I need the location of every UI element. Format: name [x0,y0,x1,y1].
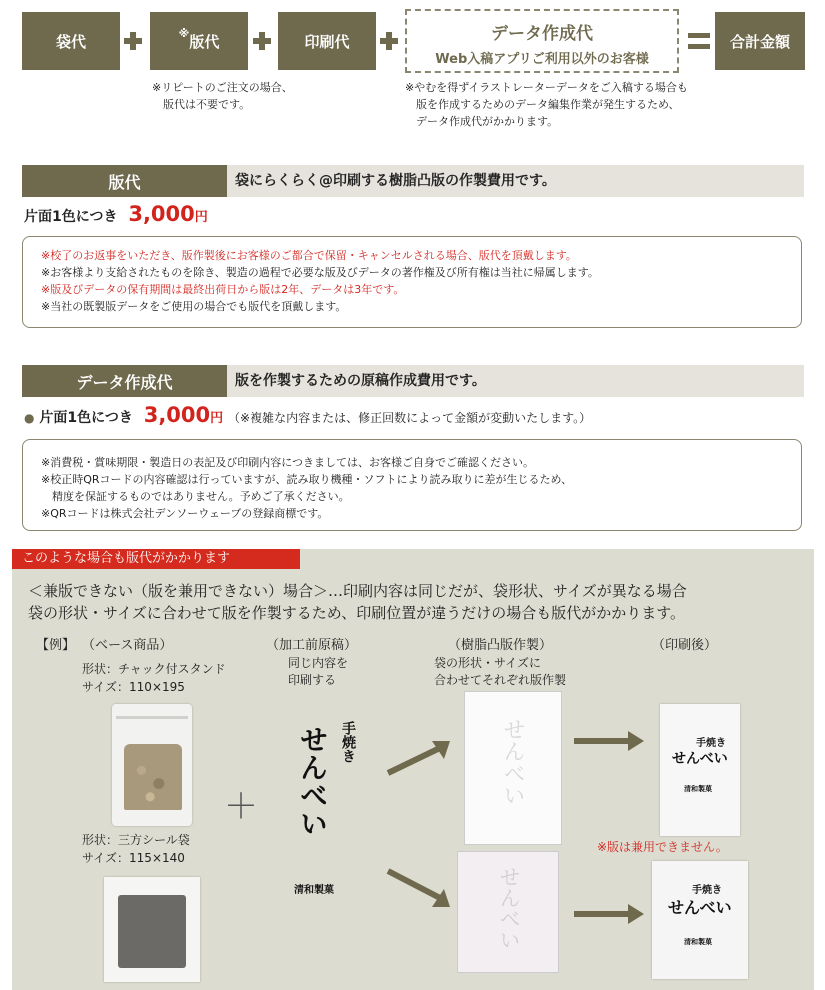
plate-price-label: 片面1色につき [24,209,118,225]
plate-price-yen: 円 [194,210,208,225]
data-price-label: 片面1色につき [39,410,133,426]
printed-small-text: 手焼き [692,885,722,896]
data-price-yen: 円 [210,411,224,426]
data-note-item: ※校正時QRコードの内容確認は行っていますが、読み取り機種・ソフトにより読み取りに差が生じるため、 [41,473,573,486]
stand-pouch-image [112,704,192,826]
printed-main-text: せんべい [668,898,732,917]
design-main-text: せんべい [296,725,329,837]
plate-note: 合わせてそれぞれ版作製 [434,673,567,687]
plate-note-item: ※校了のお返事をいただき、版作製後にお客様のご都合で保留・キャンセルされる場合、版代を頂戴します。 [41,249,577,262]
data-price-value: 3,000 [143,403,211,427]
equals-icon [688,33,710,49]
plate-fee-label: 版代 [189,32,220,51]
data-fee-note-line: データ作成代がかかります。 [416,115,559,128]
example-label: 【例】 [36,638,76,653]
data-fee-box [405,9,679,73]
plate-notes-box [22,236,802,328]
design-maker-text: 清和製菓 [294,885,334,896]
plate-note-item: ※版及びデータの保有期間は最終出荷日から版は2年、データは3年です。 [41,283,405,296]
example-panel [12,549,814,990]
plate-price-line [24,202,208,226]
plus-icon: ＋ [224,787,258,827]
printed-seal-bag [652,861,748,979]
bag1-size: サイズ：110×195 [82,680,185,694]
draft-design [290,721,370,896]
bag1-shape: 形状：チャック付スタンド [82,662,226,676]
column-label-base: （ベース商品） [82,638,173,653]
bag-fee-label: 袋代 [55,32,86,51]
plate-fee-note-line: 版代は不要です。 [163,98,251,111]
data-price-note: （※複雑な内容または、修正回数によって金額が変動いたします。） [228,411,592,425]
plate-fee-note [152,79,293,113]
plus-icon [380,32,398,50]
example-header: このような場合も版代がかかります [12,549,300,569]
data-price-line [24,403,591,427]
plus-icon [253,32,271,50]
draft-note: 同じ内容を [288,656,349,670]
example-line: 袋の形状・サイズに合わせて版を作製するため、印刷位置が違うだけの場合も版代がかかります。 [28,604,686,622]
plate-sheet [464,691,562,845]
bag-fee-box [22,12,120,70]
data-note-item: ※QRコードは株式会社デンソーウェーブの登録商標です。 [41,507,329,520]
seal-bag-contents [118,895,186,968]
bag2-shape: 形状：三方シール袋 [82,833,190,847]
plate-note: 袋の形状・サイズに [434,656,542,670]
data-notes-box [22,439,802,531]
column-label-draft: （加工前原稿） [266,638,358,653]
printed-main-text: せんべい [672,751,728,767]
plate-section-header [22,165,804,197]
plate-section-tab: 版代 [22,165,227,197]
printed-maker-text: 清和製菓 [684,785,712,793]
plate-fee-mark: ※ [178,26,190,40]
arrow-icon [572,902,646,926]
plate-fee-note-line: ※リピートのご注文の場合、 [152,81,293,94]
data-section-tab: データ作成代 [22,365,227,397]
printed-maker-text: 清和製菓 [684,938,712,946]
total-label: 合計金額 [729,32,790,51]
plate-price-value: 3,000 [128,202,195,226]
pouch-contents [124,744,182,810]
data-fee-sublabel: Web入稿アプリご利用以外のお客様 [435,52,649,67]
data-section-desc: 版を作製するための原稿作成費用です。 [235,373,486,389]
warning-text: ※版は兼用できません。 [597,840,728,854]
data-note-item: ※消費税・賞味期限・製造日の表記及び印刷内容につきましては、お客様ご自身でご確認ください。 [41,456,534,469]
plate-sheet [457,851,559,973]
column-label-plate: （樹脂凸版作製） [448,638,553,653]
example-line: ＜兼版できない（版を兼用できない）場合＞…印刷内容は同じだが、袋形状、サイズが異なる場合 [28,582,687,600]
printed-small-text: 手焼き [696,738,726,749]
draft-note: 印刷する [288,673,337,687]
arrow-icon [384,867,454,912]
plate-design-text: せんべい [500,718,525,806]
design-small-text: 手焼き [340,721,356,763]
data-note-item: 精度を保証するものではありません。予めご了承ください。 [41,490,350,503]
data-section-header [22,365,804,397]
total-box [715,12,805,70]
bag2-size: サイズ：115×140 [82,851,185,865]
printed-stand-pouch [660,704,740,836]
plate-note-item: ※当社の既製版データをご使用の場合でも版代を頂戴します。 [41,300,347,313]
column-label-printed: （印刷後） [652,638,718,653]
plate-section-desc: 袋にらくらく@印刷する樹脂凸版の作製費用です。 [235,173,556,189]
plate-design-text: せんべい [497,866,521,950]
data-fee-note-line: ※やむを得ずイラストレーターデータをご入稿する場合も [405,81,688,94]
seal-bag-image [104,877,200,982]
data-fee-note-line: 版を作成するためのデータ編集作業が発生するため、 [416,98,680,111]
arrow-icon [572,729,646,753]
bullet-icon: ● [24,411,35,425]
plus-icon [124,32,142,50]
arrow-icon [384,737,454,777]
data-fee-note [405,79,688,130]
print-fee-box [278,12,376,70]
plate-fee-box [150,12,248,70]
plate-note-item: ※お客様より支給されたものを除き、製造の過程で必要な版及びデータの著作権及び所有権は当社に帰属します。 [41,266,599,279]
print-fee-label: 印刷代 [304,32,350,51]
data-fee-label: データ作成代 [491,24,593,44]
zipper-line [116,716,188,719]
